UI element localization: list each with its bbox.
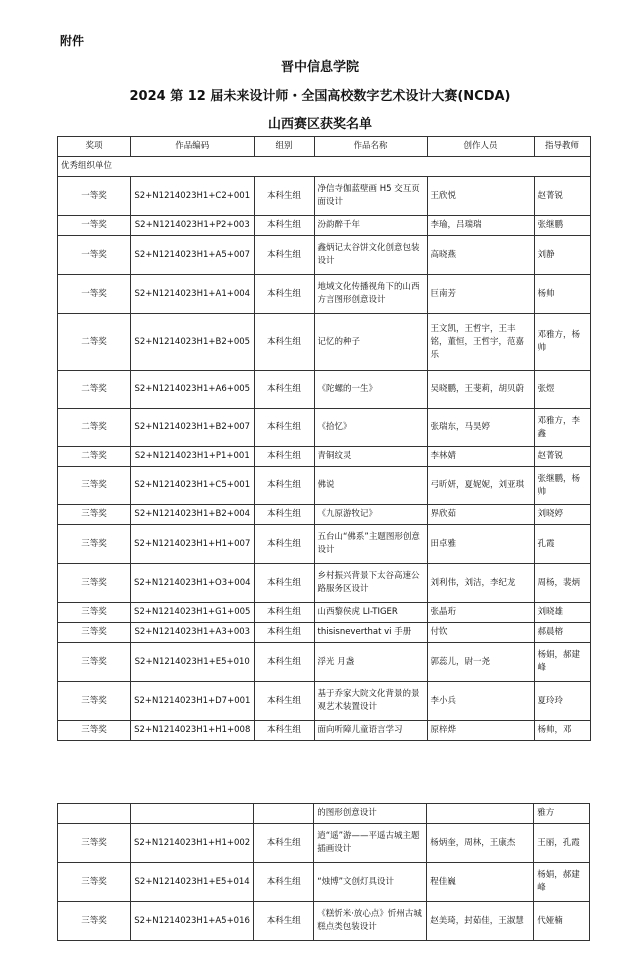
table-row xyxy=(58,467,591,505)
column-header: 作品编码 xyxy=(131,137,255,157)
advisors-cell: 刘晓雄 xyxy=(534,603,590,623)
title-cell: 的图形创意设计 xyxy=(314,804,427,824)
group-cell xyxy=(254,804,314,824)
table-row xyxy=(58,236,591,275)
group-cell: 本科生组 xyxy=(254,314,314,371)
creators-cell: 刘利伟，刘洁，李纪龙 xyxy=(427,564,534,603)
award-cell: 一等奖 xyxy=(58,177,131,216)
advisors-cell: 孔霞 xyxy=(534,525,590,564)
advisors-cell: 雅方 xyxy=(534,804,590,824)
advisors-cell: 代娅楠 xyxy=(534,902,590,941)
table-row xyxy=(58,902,590,941)
attachment-label: 附件 xyxy=(60,34,85,48)
group-cell: 本科生组 xyxy=(254,409,314,447)
table-row xyxy=(58,371,591,409)
table-row xyxy=(58,564,591,603)
title-cell: 五台山“佛系”主题图形创意设计 xyxy=(314,525,427,564)
column-header: 创作人员 xyxy=(427,137,534,157)
group-cell: 本科生组 xyxy=(254,623,314,643)
group-cell: 本科生组 xyxy=(254,275,314,314)
creators-cell: 吴晓鹏，王斐莉，胡贝蔚 xyxy=(427,371,534,409)
advisors-cell: 周杨，裴炳 xyxy=(534,564,590,603)
group-cell: 本科生组 xyxy=(254,824,314,863)
awards-table xyxy=(57,136,591,741)
title-cell: 鑫炳记太谷饼文化创意包装设计 xyxy=(314,236,427,275)
creators-cell: 郭蕊儿，尉一尧 xyxy=(427,643,534,682)
group-cell: 本科生组 xyxy=(254,564,314,603)
group-cell: 本科生组 xyxy=(254,603,314,623)
creators-cell: 王欣悦 xyxy=(427,177,534,216)
award-cell: 三等奖 xyxy=(58,824,131,863)
advisors-cell: 张煜 xyxy=(534,371,590,409)
group-cell: 本科生组 xyxy=(254,902,314,941)
title-cell: 地域文化传播视角下的山西方言图形创意设计 xyxy=(314,275,427,314)
group-cell: 本科生组 xyxy=(254,643,314,682)
award-cell: 一等奖 xyxy=(58,216,131,236)
award-cell: 二等奖 xyxy=(58,314,131,371)
table-row xyxy=(58,824,590,863)
advisors-cell: 郝晨榕 xyxy=(534,623,590,643)
section-row xyxy=(58,157,591,177)
advisors-cell: 邓雅方，李鑫 xyxy=(534,409,590,447)
code-cell: S2+N1214023H1+O3+004 xyxy=(131,564,255,603)
title-cell: 面向听障儿童语言学习 xyxy=(314,721,427,741)
school-name: 晋中信息学院 xyxy=(280,60,359,75)
creators-cell: 张晶珩 xyxy=(427,603,534,623)
creators-cell: 李小兵 xyxy=(427,682,534,721)
code-cell: S2+N1214023H1+B2+005 xyxy=(131,314,255,371)
group-cell: 本科生组 xyxy=(254,177,314,216)
code-cell: S2+N1214023H1+B2+004 xyxy=(131,505,255,525)
advisors-cell: 杨帅，邓 xyxy=(534,721,590,741)
code-cell: S2+N1214023H1+G1+005 xyxy=(131,603,255,623)
column-header: 作品名称 xyxy=(314,137,427,157)
table-row xyxy=(58,682,591,721)
group-cell: 本科生组 xyxy=(254,236,314,275)
advisors-cell: 赵菁锐 xyxy=(534,177,590,216)
creators-cell: 田卓雅 xyxy=(427,525,534,564)
award-cell: 三等奖 xyxy=(58,643,131,682)
title-cell: 《拾忆》 xyxy=(314,409,427,447)
award-cell: 一等奖 xyxy=(58,275,131,314)
table-row xyxy=(58,409,591,447)
award-cell: 三等奖 xyxy=(58,564,131,603)
advisors-cell: 张继鹏 xyxy=(534,216,590,236)
award-cell: 三等奖 xyxy=(58,525,131,564)
title-cell: 佛说 xyxy=(314,467,427,505)
advisors-cell: 张继鹏，杨帅 xyxy=(534,467,590,505)
code-cell: S2+N1214023H1+B2+007 xyxy=(131,409,255,447)
table-header-row xyxy=(58,137,591,157)
table-row xyxy=(58,177,591,216)
creators-cell: 程佳巍 xyxy=(427,863,534,902)
title-cell: 净信寺伽蓝壁画 H5 交互页面设计 xyxy=(314,177,427,216)
advisors-cell: 杨帅 xyxy=(534,275,590,314)
code-cell: S2+N1214023H1+D7+001 xyxy=(131,682,255,721)
advisors-cell: 刘晓婷 xyxy=(534,505,590,525)
table-row xyxy=(58,525,591,564)
title-cell: 基于乔家大院文化背景的景观艺术装置设计 xyxy=(314,682,427,721)
awards-table-continued xyxy=(57,803,590,941)
group-cell: 本科生组 xyxy=(254,371,314,409)
award-cell xyxy=(58,804,131,824)
table-row xyxy=(58,603,591,623)
table-row xyxy=(58,216,591,236)
group-cell: 本科生组 xyxy=(254,525,314,564)
award-cell: 三等奖 xyxy=(58,721,131,741)
group-cell: 本科生组 xyxy=(254,721,314,741)
table-row xyxy=(58,275,591,314)
code-cell: S2+N1214023H1+A3+003 xyxy=(131,623,255,643)
code-cell: S2+N1214023H1+C2+001 xyxy=(131,177,255,216)
advisors-cell: 赵菁锐 xyxy=(534,447,590,467)
code-cell: S2+N1214023H1+A6+005 xyxy=(131,371,255,409)
creators-cell xyxy=(427,804,534,824)
title-cell: 山西黎侯虎 LI-TIGER xyxy=(314,603,427,623)
code-cell: S2+N1214023H1+A1+004 xyxy=(131,275,255,314)
award-cell: 二等奖 xyxy=(58,447,131,467)
table-row xyxy=(58,447,591,467)
table-row xyxy=(58,643,591,682)
creators-cell: 李林婧 xyxy=(427,447,534,467)
competition-title: 2024 第 12 届未来设计师・全国高校数字艺术设计大赛(NCDA) xyxy=(129,89,511,104)
creators-cell: 弓昕妍，夏妮妮，刘亚琪 xyxy=(427,467,534,505)
creators-cell: 高晓燕 xyxy=(427,236,534,275)
table-row xyxy=(58,505,591,525)
group-cell: 本科生组 xyxy=(254,505,314,525)
title-cell: 乡村振兴背景下太谷高速公路服务区设计 xyxy=(314,564,427,603)
table-row xyxy=(58,863,590,902)
creators-cell: 原梓烨 xyxy=(427,721,534,741)
title-cell: 《陀螺的一生》 xyxy=(314,371,427,409)
creators-cell: 李瑜，吕瑞瑞 xyxy=(427,216,534,236)
code-cell: S2+N1214023H1+A5+016 xyxy=(131,902,254,941)
award-cell: 三等奖 xyxy=(58,682,131,721)
award-cell: 三等奖 xyxy=(58,863,131,902)
award-cell: 三等奖 xyxy=(58,623,131,643)
table-row xyxy=(58,721,591,741)
creators-cell: 杨炳奎，周林，王康杰 xyxy=(427,824,534,863)
title-cell: 记忆的种子 xyxy=(314,314,427,371)
creators-cell: 张瑞东，马昊婷 xyxy=(427,409,534,447)
creators-cell: 界欣茹 xyxy=(427,505,534,525)
code-cell xyxy=(131,804,254,824)
creators-cell: 巨南芳 xyxy=(427,275,534,314)
award-cell: 三等奖 xyxy=(58,505,131,525)
code-cell: S2+N1214023H1+H1+007 xyxy=(131,525,255,564)
advisors-cell: 刘静 xyxy=(534,236,590,275)
award-cell: 三等奖 xyxy=(58,902,131,941)
advisors-cell: 杨娟，郝建峰 xyxy=(534,863,590,902)
title-cell: 青铜纹灵 xyxy=(314,447,427,467)
code-cell: S2+N1214023H1+P1+001 xyxy=(131,447,255,467)
table-row xyxy=(58,623,591,643)
code-cell: S2+N1214023H1+E5+014 xyxy=(131,863,254,902)
title-cell: 《九原游牧记》 xyxy=(314,505,427,525)
table-row xyxy=(58,314,591,371)
title-cell: 《糕忻米·放心点》忻州古城糕点类包装设计 xyxy=(314,902,427,941)
group-cell: 本科生组 xyxy=(254,682,314,721)
continuation-row xyxy=(58,804,590,824)
award-cell: 三等奖 xyxy=(58,467,131,505)
group-cell: 本科生组 xyxy=(254,216,314,236)
section-label: 优秀组织单位 xyxy=(58,157,591,177)
code-cell: S2+N1214023H1+P2+003 xyxy=(131,216,255,236)
code-cell: S2+N1214023H1+H1+008 xyxy=(131,721,255,741)
title-cell: 汾韵醉千年 xyxy=(314,216,427,236)
award-cell: 三等奖 xyxy=(58,603,131,623)
creators-cell: 王文凯，王哲宇，王丰铭，董恒，王哲宇，范嘉乐 xyxy=(427,314,534,371)
group-cell: 本科生组 xyxy=(254,863,314,902)
award-cell: 二等奖 xyxy=(58,371,131,409)
title-cell: 浮光 月盏 xyxy=(314,643,427,682)
title-cell: 逍“遥”游——平遥古城主题插画设计 xyxy=(314,824,427,863)
group-cell: 本科生组 xyxy=(254,467,314,505)
code-cell: S2+N1214023H1+E5+010 xyxy=(131,643,255,682)
creators-cell: 赵美琦，封茹佳，王淑慧 xyxy=(427,902,534,941)
code-cell: S2+N1214023H1+A5+007 xyxy=(131,236,255,275)
award-cell: 二等奖 xyxy=(58,409,131,447)
title-cell: “烛博”文创灯具设计 xyxy=(314,863,427,902)
advisors-cell: 王丽，孔霞 xyxy=(534,824,590,863)
column-header: 指导教师 xyxy=(534,137,590,157)
code-cell: S2+N1214023H1+C5+001 xyxy=(131,467,255,505)
creators-cell: 付钦 xyxy=(427,623,534,643)
column-header: 组别 xyxy=(254,137,314,157)
list-title: 山西赛区获奖名单 xyxy=(267,117,372,132)
advisors-cell: 杨娟，郝建峰 xyxy=(534,643,590,682)
advisors-cell: 邓雅方，杨帅 xyxy=(534,314,590,371)
advisors-cell: 夏玲玲 xyxy=(534,682,590,721)
code-cell: S2+N1214023H1+H1+002 xyxy=(131,824,254,863)
award-cell: 一等奖 xyxy=(58,236,131,275)
column-header: 奖项 xyxy=(58,137,131,157)
title-cell: thisisneverthat vi 手册 xyxy=(314,623,427,643)
group-cell: 本科生组 xyxy=(254,447,314,467)
